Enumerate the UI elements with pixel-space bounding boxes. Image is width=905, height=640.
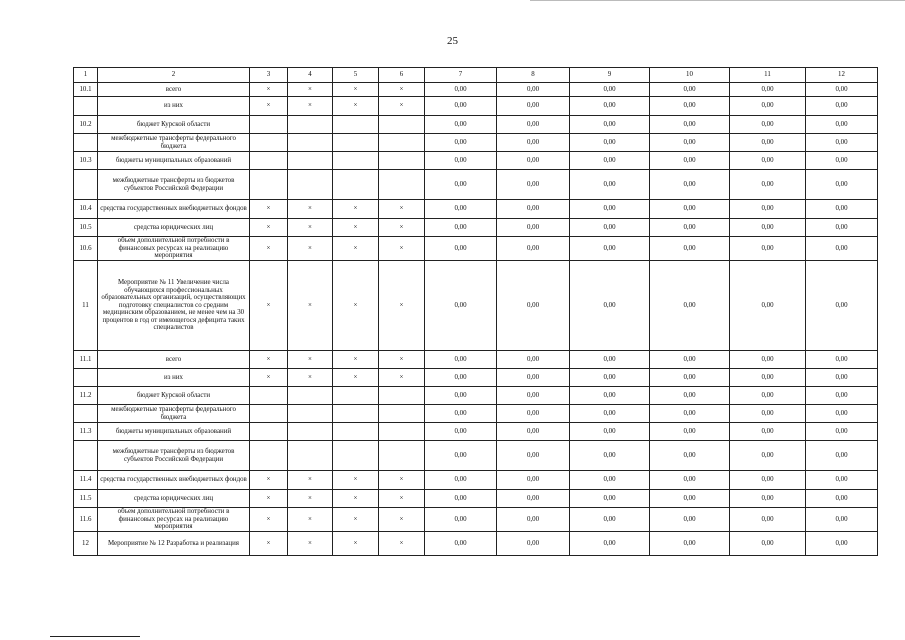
value-cell: 0,00 <box>425 134 497 152</box>
table-row <box>74 369 878 387</box>
mark-cell: × <box>333 83 379 97</box>
mark-cell <box>379 116 425 134</box>
value-cell: 0,00 <box>730 219 806 237</box>
value-cell: 0,00 <box>730 83 806 97</box>
mark-cell: × <box>250 351 288 369</box>
mark-cell <box>379 423 425 441</box>
value-cell: 0,00 <box>806 490 878 508</box>
table-row <box>74 423 878 441</box>
value-cell: 0,00 <box>570 83 650 97</box>
table-row <box>74 116 878 134</box>
value-cell: 0,00 <box>570 200 650 219</box>
top-edge-line <box>530 0 905 1</box>
column-number-header: 2 <box>98 68 250 83</box>
table-row <box>74 200 878 219</box>
mark-cell <box>250 116 288 134</box>
table-row <box>74 83 878 97</box>
value-cell: 0,00 <box>425 508 497 532</box>
value-cell: 0,00 <box>806 508 878 532</box>
table-body <box>74 68 878 556</box>
mark-cell: × <box>250 83 288 97</box>
mark-cell <box>250 387 288 405</box>
value-cell: 0,00 <box>425 490 497 508</box>
value-cell: 0,00 <box>570 170 650 200</box>
mark-cell: × <box>333 200 379 219</box>
value-cell: 0,00 <box>497 152 570 170</box>
value-cell: 0,00 <box>570 351 650 369</box>
value-cell: 0,00 <box>730 170 806 200</box>
mark-cell <box>333 423 379 441</box>
mark-cell: × <box>288 351 333 369</box>
mark-cell: × <box>333 97 379 116</box>
column-number-header: 4 <box>288 68 333 83</box>
value-cell: 0,00 <box>650 369 730 387</box>
mark-cell <box>288 134 333 152</box>
row-label-cell: из них <box>98 369 250 387</box>
mark-cell: × <box>333 532 379 556</box>
value-cell: 0,00 <box>425 369 497 387</box>
mark-cell <box>333 387 379 405</box>
value-cell: 0,00 <box>730 134 806 152</box>
mark-cell: × <box>250 261 288 351</box>
mark-cell: × <box>379 219 425 237</box>
value-cell: 0,00 <box>570 134 650 152</box>
column-number-header: 12 <box>806 68 878 83</box>
page-number: 25 <box>447 35 458 47</box>
mark-cell: × <box>333 351 379 369</box>
footnote-rule <box>50 636 140 637</box>
value-cell: 0,00 <box>425 351 497 369</box>
mark-cell: × <box>250 219 288 237</box>
value-cell: 0,00 <box>570 116 650 134</box>
row-number-cell <box>74 170 98 200</box>
value-cell: 0,00 <box>806 200 878 219</box>
value-cell: 0,00 <box>570 405 650 423</box>
row-number-cell: 11.6 <box>74 508 98 532</box>
mark-cell: × <box>379 508 425 532</box>
header-row <box>74 68 878 83</box>
column-number-header: 8 <box>497 68 570 83</box>
table-row <box>74 219 878 237</box>
mark-cell <box>288 170 333 200</box>
value-cell: 0,00 <box>806 351 878 369</box>
mark-cell <box>288 116 333 134</box>
table-row <box>74 237 878 261</box>
mark-cell: × <box>333 369 379 387</box>
value-cell: 0,00 <box>425 97 497 116</box>
mark-cell: × <box>288 83 333 97</box>
mark-cell <box>250 423 288 441</box>
value-cell: 0,00 <box>650 351 730 369</box>
row-label-cell: бюджет Курской области <box>98 116 250 134</box>
mark-cell <box>250 405 288 423</box>
column-number-header: 10 <box>650 68 730 83</box>
value-cell: 0,00 <box>650 532 730 556</box>
column-number-header: 3 <box>250 68 288 83</box>
value-cell: 0,00 <box>425 170 497 200</box>
value-cell: 0,00 <box>730 441 806 471</box>
mark-cell: × <box>288 471 333 490</box>
mark-cell <box>250 152 288 170</box>
row-label-cell: средства государственных внебюджетных фондов <box>98 471 250 490</box>
value-cell: 0,00 <box>806 116 878 134</box>
value-cell: 0,00 <box>806 387 878 405</box>
value-cell: 0,00 <box>570 471 650 490</box>
value-cell: 0,00 <box>650 423 730 441</box>
value-cell: 0,00 <box>497 471 570 490</box>
value-cell: 0,00 <box>730 369 806 387</box>
mark-cell: × <box>333 219 379 237</box>
value-cell: 0,00 <box>497 405 570 423</box>
mark-cell <box>333 441 379 471</box>
value-cell: 0,00 <box>497 134 570 152</box>
mark-cell <box>379 405 425 423</box>
mark-cell <box>379 387 425 405</box>
table-row <box>74 532 878 556</box>
row-number-cell: 11.2 <box>74 387 98 405</box>
column-number-header: 1 <box>74 68 98 83</box>
mark-cell: × <box>288 261 333 351</box>
value-cell: 0,00 <box>497 508 570 532</box>
row-label-cell: всего <box>98 351 250 369</box>
mark-cell: × <box>250 200 288 219</box>
value-cell: 0,00 <box>806 369 878 387</box>
mark-cell: × <box>333 508 379 532</box>
value-cell: 0,00 <box>650 219 730 237</box>
mark-cell: × <box>333 490 379 508</box>
value-cell: 0,00 <box>497 237 570 261</box>
table-row <box>74 351 878 369</box>
value-cell: 0,00 <box>425 116 497 134</box>
row-label-cell: всего <box>98 83 250 97</box>
row-number-cell <box>74 369 98 387</box>
row-number-cell: 10.3 <box>74 152 98 170</box>
row-label-cell: Мероприятие № 12 Разработка и реализация <box>98 532 250 556</box>
value-cell: 0,00 <box>650 200 730 219</box>
value-cell: 0,00 <box>730 490 806 508</box>
mark-cell <box>379 441 425 471</box>
mark-cell: × <box>379 471 425 490</box>
row-label-cell: бюджеты муниципальных образований <box>98 423 250 441</box>
row-label-cell: средства юридических лиц <box>98 219 250 237</box>
value-cell: 0,00 <box>570 532 650 556</box>
mark-cell: × <box>379 532 425 556</box>
value-cell: 0,00 <box>497 200 570 219</box>
value-cell: 0,00 <box>806 97 878 116</box>
column-number-header: 7 <box>425 68 497 83</box>
mark-cell: × <box>250 508 288 532</box>
value-cell: 0,00 <box>570 423 650 441</box>
mark-cell <box>379 134 425 152</box>
mark-cell <box>379 170 425 200</box>
value-cell: 0,00 <box>497 369 570 387</box>
value-cell: 0,00 <box>730 532 806 556</box>
value-cell: 0,00 <box>650 83 730 97</box>
table-row <box>74 134 878 152</box>
value-cell: 0,00 <box>497 423 570 441</box>
row-label-cell: межбюджетные трансферты федерального бюджета <box>98 134 250 152</box>
table-row <box>74 471 878 490</box>
value-cell: 0,00 <box>650 237 730 261</box>
table-row <box>74 261 878 351</box>
mark-cell: × <box>288 369 333 387</box>
value-cell: 0,00 <box>806 441 878 471</box>
row-label-cell: межбюджетные трансферты федерального бюджета <box>98 405 250 423</box>
value-cell: 0,00 <box>730 508 806 532</box>
value-cell: 0,00 <box>497 532 570 556</box>
mark-cell <box>288 387 333 405</box>
value-cell: 0,00 <box>806 83 878 97</box>
row-number-cell <box>74 134 98 152</box>
value-cell: 0,00 <box>806 152 878 170</box>
mark-cell: × <box>250 97 288 116</box>
value-cell: 0,00 <box>425 152 497 170</box>
value-cell: 0,00 <box>497 387 570 405</box>
value-cell: 0,00 <box>806 471 878 490</box>
value-cell: 0,00 <box>425 532 497 556</box>
row-label-cell: средства юридических лиц <box>98 490 250 508</box>
mark-cell <box>333 152 379 170</box>
row-number-cell <box>74 441 98 471</box>
value-cell: 0,00 <box>425 261 497 351</box>
value-cell: 0,00 <box>650 387 730 405</box>
row-label-cell: объем дополнительной потребности в финансовых ресурсах на реализацию мероприятия <box>98 237 250 261</box>
row-number-cell <box>74 405 98 423</box>
table-row <box>74 97 878 116</box>
row-number-cell: 10.6 <box>74 237 98 261</box>
mark-cell: × <box>288 508 333 532</box>
mark-cell: × <box>288 219 333 237</box>
mark-cell: × <box>333 471 379 490</box>
mark-cell: × <box>379 97 425 116</box>
value-cell: 0,00 <box>425 387 497 405</box>
value-cell: 0,00 <box>806 532 878 556</box>
row-number-cell: 12 <box>74 532 98 556</box>
value-cell: 0,00 <box>497 490 570 508</box>
value-cell: 0,00 <box>497 170 570 200</box>
value-cell: 0,00 <box>497 351 570 369</box>
mark-cell <box>288 423 333 441</box>
row-label-cell: объем дополнительной потребности в финансовых ресурсах на реализацию мероприятия <box>98 508 250 532</box>
value-cell: 0,00 <box>425 471 497 490</box>
value-cell: 0,00 <box>730 152 806 170</box>
value-cell: 0,00 <box>497 97 570 116</box>
mark-cell: × <box>333 237 379 261</box>
mark-cell: × <box>250 490 288 508</box>
mark-cell <box>288 152 333 170</box>
mark-cell: × <box>379 237 425 261</box>
mark-cell: × <box>288 97 333 116</box>
mark-cell <box>333 170 379 200</box>
mark-cell <box>250 134 288 152</box>
table-row <box>74 170 878 200</box>
value-cell: 0,00 <box>425 219 497 237</box>
value-cell: 0,00 <box>730 405 806 423</box>
value-cell: 0,00 <box>570 152 650 170</box>
row-label-cell: бюджеты муниципальных образований <box>98 152 250 170</box>
row-label-cell: межбюджетные трансферты из бюджетов субъектов Российской Федерации <box>98 441 250 471</box>
value-cell: 0,00 <box>730 116 806 134</box>
value-cell: 0,00 <box>570 219 650 237</box>
value-cell: 0,00 <box>425 405 497 423</box>
mark-cell: × <box>288 200 333 219</box>
value-cell: 0,00 <box>650 471 730 490</box>
value-cell: 0,00 <box>806 423 878 441</box>
column-number-header: 9 <box>570 68 650 83</box>
value-cell: 0,00 <box>570 387 650 405</box>
value-cell: 0,00 <box>650 97 730 116</box>
row-label-cell: из них <box>98 97 250 116</box>
mark-cell: × <box>379 490 425 508</box>
mark-cell: × <box>379 261 425 351</box>
value-cell: 0,00 <box>425 83 497 97</box>
row-number-cell: 11.5 <box>74 490 98 508</box>
mark-cell: × <box>379 200 425 219</box>
mark-cell: × <box>379 351 425 369</box>
value-cell: 0,00 <box>570 508 650 532</box>
row-label-cell: средства государственных внебюджетных фондов <box>98 200 250 219</box>
value-cell: 0,00 <box>497 219 570 237</box>
value-cell: 0,00 <box>730 387 806 405</box>
row-number-cell: 10.4 <box>74 200 98 219</box>
value-cell: 0,00 <box>730 200 806 219</box>
value-cell: 0,00 <box>497 441 570 471</box>
value-cell: 0,00 <box>730 97 806 116</box>
value-cell: 0,00 <box>650 508 730 532</box>
row-number-cell: 10.5 <box>74 219 98 237</box>
mark-cell: × <box>250 369 288 387</box>
mark-cell <box>333 116 379 134</box>
row-number-cell: 10.2 <box>74 116 98 134</box>
value-cell: 0,00 <box>497 83 570 97</box>
row-number-cell: 11.1 <box>74 351 98 369</box>
table-row <box>74 490 878 508</box>
row-number-cell <box>74 97 98 116</box>
row-number-cell: 10.1 <box>74 83 98 97</box>
mark-cell <box>288 405 333 423</box>
column-number-header: 5 <box>333 68 379 83</box>
value-cell: 0,00 <box>806 134 878 152</box>
row-number-cell: 11 <box>74 261 98 351</box>
value-cell: 0,00 <box>570 261 650 351</box>
value-cell: 0,00 <box>730 471 806 490</box>
mark-cell: × <box>379 83 425 97</box>
mark-cell: × <box>288 237 333 261</box>
mark-cell: × <box>288 532 333 556</box>
value-cell: 0,00 <box>650 116 730 134</box>
mark-cell: × <box>288 490 333 508</box>
row-number-cell: 11.4 <box>74 471 98 490</box>
table-row <box>74 387 878 405</box>
value-cell: 0,00 <box>497 261 570 351</box>
value-cell: 0,00 <box>650 134 730 152</box>
value-cell: 0,00 <box>570 441 650 471</box>
row-label-cell: Мероприятие № 11 Увеличение числа обучающихся профессиональных образовательных организаций, осуществляющих подготовку специалистов со средним медицинским образованием, не менее чем на 30 процентов в год от имеющегося дефицита таких специалистов <box>98 261 250 351</box>
budget-table <box>73 67 878 556</box>
value-cell: 0,00 <box>650 490 730 508</box>
mark-cell: × <box>250 237 288 261</box>
value-cell: 0,00 <box>650 261 730 351</box>
mark-cell <box>250 441 288 471</box>
value-cell: 0,00 <box>425 237 497 261</box>
table-row <box>74 508 878 532</box>
value-cell: 0,00 <box>650 441 730 471</box>
column-number-header: 11 <box>730 68 806 83</box>
value-cell: 0,00 <box>425 200 497 219</box>
value-cell: 0,00 <box>806 405 878 423</box>
mark-cell <box>288 441 333 471</box>
value-cell: 0,00 <box>730 261 806 351</box>
value-cell: 0,00 <box>806 219 878 237</box>
mark-cell <box>333 134 379 152</box>
value-cell: 0,00 <box>650 170 730 200</box>
value-cell: 0,00 <box>570 237 650 261</box>
value-cell: 0,00 <box>425 423 497 441</box>
value-cell: 0,00 <box>570 490 650 508</box>
value-cell: 0,00 <box>806 237 878 261</box>
row-number-cell: 11.3 <box>74 423 98 441</box>
table-row <box>74 405 878 423</box>
value-cell: 0,00 <box>730 237 806 261</box>
value-cell: 0,00 <box>730 423 806 441</box>
table-row <box>74 152 878 170</box>
value-cell: 0,00 <box>806 170 878 200</box>
value-cell: 0,00 <box>806 261 878 351</box>
value-cell: 0,00 <box>570 369 650 387</box>
value-cell: 0,00 <box>570 97 650 116</box>
mark-cell <box>379 152 425 170</box>
mark-cell <box>333 405 379 423</box>
column-number-header: 6 <box>379 68 425 83</box>
mark-cell: × <box>333 261 379 351</box>
table-row <box>74 441 878 471</box>
value-cell: 0,00 <box>650 405 730 423</box>
mark-cell: × <box>250 532 288 556</box>
value-cell: 0,00 <box>730 351 806 369</box>
mark-cell: × <box>379 369 425 387</box>
value-cell: 0,00 <box>497 116 570 134</box>
row-label-cell: бюджет Курской области <box>98 387 250 405</box>
value-cell: 0,00 <box>650 152 730 170</box>
row-label-cell: межбюджетные трансферты из бюджетов субъектов Российской Федерации <box>98 170 250 200</box>
mark-cell: × <box>250 471 288 490</box>
value-cell: 0,00 <box>425 441 497 471</box>
mark-cell <box>250 170 288 200</box>
